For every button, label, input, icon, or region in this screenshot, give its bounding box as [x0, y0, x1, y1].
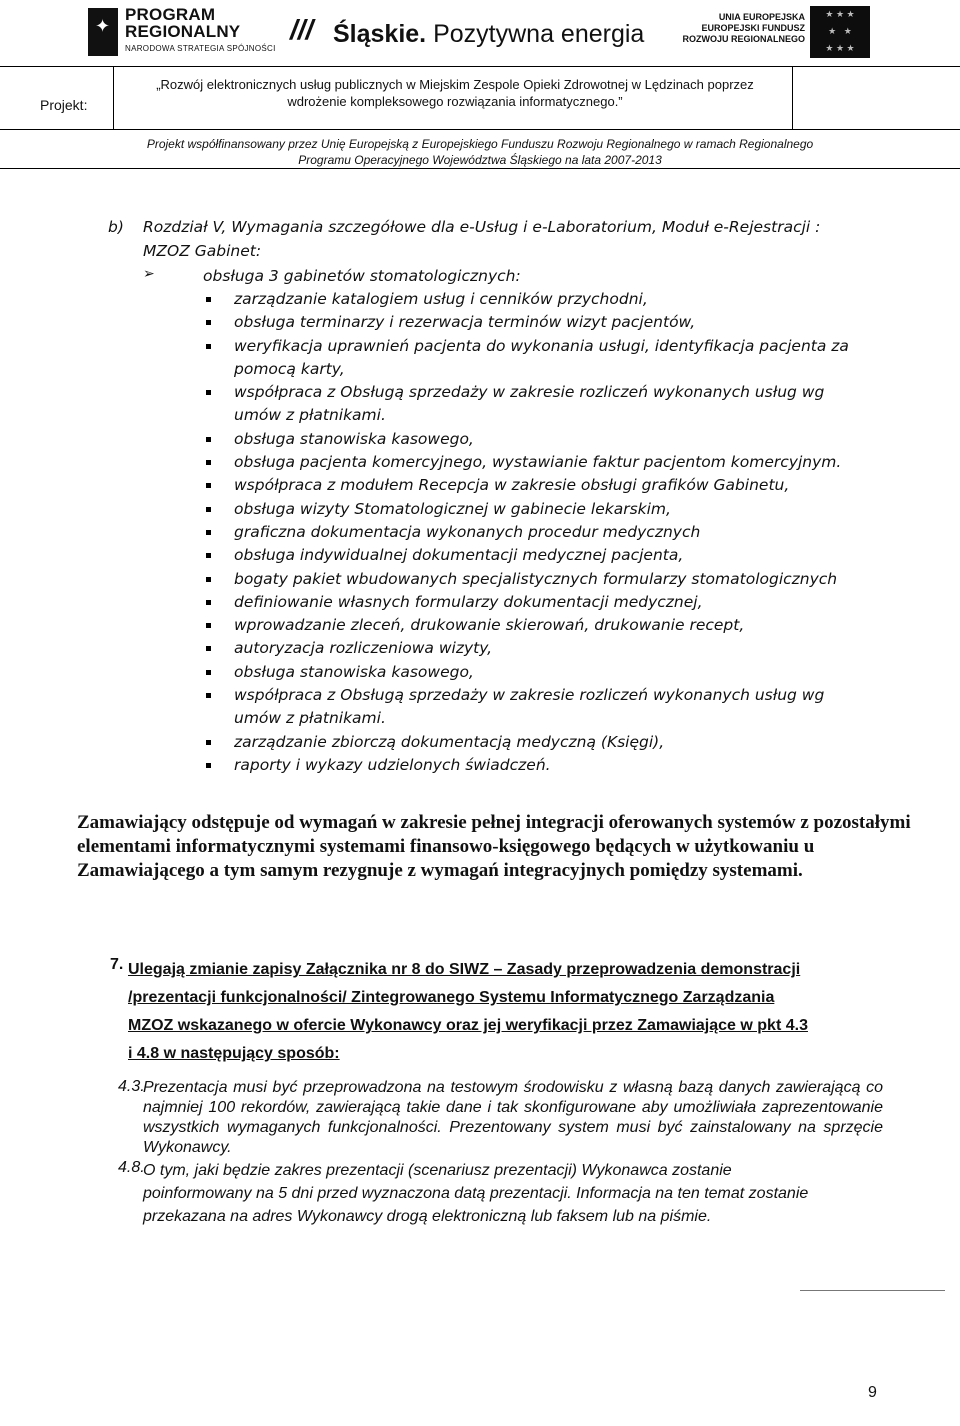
section-7-number: 7. — [110, 956, 124, 973]
list-item — [204, 544, 904, 567]
list-item — [204, 428, 904, 451]
section-7-heading — [128, 956, 888, 1068]
list-item — [204, 661, 904, 684]
bullet-square-icon — [206, 460, 211, 465]
list-item-text: autoryzacja rozliczeniowa wizyty, — [234, 639, 493, 658]
list-item-text: raporty i wykazy udzielonych świadczeń. — [234, 755, 551, 774]
list-item — [204, 498, 904, 521]
arrow-bullet-icon: ➢ — [143, 265, 155, 281]
list-item-text: obsługa pacjenta komercyjnego, wystawianie faktur pacjentom komercyjnym. — [234, 453, 842, 472]
eu-fund-label — [640, 12, 805, 45]
list-item-text: obsługa wizyty Stomatologicznej w gabinecie lekarskim, — [234, 499, 671, 518]
list-item-text: zarządzanie katalogiem usług i cenników przychodni, — [234, 290, 648, 308]
list-item-text: obsługa stanowiska kasowego, — [234, 429, 474, 448]
list-item-text: obsługa terminarzy i rezerwacja terminów wizyt pacjentów, — [234, 313, 696, 332]
list-item — [204, 684, 904, 707]
slaskie-rest: Pozytywna energia — [433, 20, 645, 48]
list-item — [204, 731, 904, 754]
ue-line2: EUROPEJSKI FUNDUSZ — [701, 23, 805, 33]
bullet-square-icon — [206, 530, 211, 535]
point-43-number: 4.3. — [118, 1078, 145, 1095]
list-item-text: graficzna dokumentacja wykonanych procedur medycznych — [234, 522, 701, 541]
footer-rule — [800, 1290, 945, 1291]
list-item-text: definiowanie własnych formularzy dokumentacji medycznej, — [234, 592, 703, 611]
ue-line3: ROZWOJU REGIONALNEGO — [682, 34, 805, 44]
bullet-square-icon — [206, 297, 211, 302]
program-title — [125, 6, 240, 40]
list-item — [204, 451, 904, 474]
bullet-square-icon — [206, 507, 211, 512]
list-item — [204, 404, 904, 427]
header-rule — [0, 168, 960, 169]
star-icon: ✦ — [95, 16, 111, 36]
bullet-square-icon — [206, 437, 211, 442]
slaskie-bold: Śląskie. — [333, 20, 427, 48]
section-7-line2: /prezentacji funkcjonalności/ Zintegrowanego Systemu Informatycznego Zarządzania — [128, 989, 775, 1006]
bullet-square-icon — [206, 670, 211, 675]
list-item — [204, 381, 904, 404]
list-item-text: współpraca z modułem Recepcja w zakresie obsługi grafików Gabinetu, — [234, 476, 790, 495]
slaskie-slogan — [333, 20, 644, 49]
list-item-text: weryfikacja uprawnień pacjenta do wykonania usługi, identyfikacja pacjenta za — [234, 336, 849, 355]
cofinancing-note: Projekt współfinansowany przez Unię Europejską z Europejskiego Funduszu Rozwoju Regionalnego w ramach Regionalnego Programu Operacyjnego Województwa Śląskiego na lata 2007-2013 — [146, 137, 814, 167]
list-item — [204, 707, 904, 730]
list-item — [204, 311, 904, 334]
list-item — [204, 521, 904, 544]
point-48-number: 4.8. — [118, 1159, 145, 1176]
section-7-line4: i 4.8 w następujący sposób: — [128, 1045, 340, 1062]
section-b-subheading: obsługa 3 gabinetów stomatologicznych: — [203, 267, 521, 285]
list-item — [204, 358, 904, 381]
list-item-text: bogaty pakiet wbudowanych specjalistycznych formularzy stomatologicznych — [234, 569, 838, 588]
bullet-square-icon — [206, 623, 211, 628]
project-title: „Rozwój elektronicznych usług publicznych w Miejskim Zespole Opieki Zdrowotnej w Lędzinach poprzez wdrożenie kompleksowego rozwiązania informatycznego.” — [156, 77, 754, 109]
integration-paragraph: Zamawiający odstępuje od wymagań w zakresie pełnej integracji oferowanych systemów z pozostałymi elementami informatycznymi systemami finansowo-księgowego będących w użytkowaniu u Zamawiającego a tym samym rezygnuje z wymagań integracyjnych pomiędzy systemami. — [77, 812, 911, 881]
list-item-text: umów z płatnikami. — [234, 709, 386, 728]
point-43-text: Prezentacja musi być przeprowadzona na testowym środowisku z własną bazą danych zawierającą co najmniej 100 rekordów, zawierającą takie dane i tak skonfigurowane aby umożliwiała zaprezentowanie wszystkich wymaganych funkcjonalności. Prezentowany system musi być zainstalowany na sprzęcie Wykonawcy. — [143, 1079, 883, 1156]
project-label: Projekt: — [40, 97, 88, 113]
section-b-heading-2: MZOZ Gabinet: — [143, 242, 262, 260]
project-divider-right — [792, 67, 793, 129]
bullet-square-icon — [206, 483, 211, 488]
list-item — [204, 335, 904, 358]
bullet-square-icon — [206, 693, 211, 698]
list-item-text: zarządzanie zbiorczą dokumentacją medyczną (Księgi), — [234, 732, 665, 751]
bullet-square-icon — [206, 740, 211, 745]
bullet-square-icon — [206, 390, 211, 395]
bullet-square-icon — [206, 553, 211, 558]
program-subtitle: NARODOWA STRATEGIA SPÓJNOŚCI — [125, 44, 276, 53]
list-item-text: obsługa stanowiska kasowego, — [234, 662, 474, 681]
list-item — [204, 637, 904, 660]
list-item-text: obsługa indywidualnej dokumentacji medycznej pacjenta, — [234, 546, 684, 565]
ue-line1: UNIA EUROPEJSKA — [718, 12, 805, 22]
section-7-line1: Ulegają zmianie zapisy Załącznika nr 8 do SIWZ – Zasady przeprowadzenia demonstracji — [128, 961, 801, 978]
project-divider — [113, 67, 114, 129]
eu-stars-icon: ★ ★ ★ ★ ★ ★ ★ ★ — [825, 9, 855, 53]
slaskie-logo-icon: /// — [290, 14, 314, 45]
section-b-label: b) — [108, 218, 124, 236]
bullet-square-icon — [206, 344, 211, 349]
program-line2: REGIONALNY — [125, 22, 241, 41]
feature-list — [204, 288, 904, 777]
list-item-text: pomocą karty, — [234, 359, 345, 378]
list-item-text: umów z płatnikami. — [234, 406, 386, 425]
bullet-square-icon — [206, 763, 211, 768]
bullet-square-icon — [206, 600, 211, 605]
page-number: 9 — [868, 1384, 877, 1401]
program-line1: PROGRAM — [125, 5, 216, 24]
point-48-text: O tym, jaki będzie zakres prezentacji (scenariusz prezentacji) Wykonawca zostanie poinformowany na 5 dni przed wyznaczona datą prezentacji. Informacja na ten temat zostanie przekazana na adres Wykonawcy drogą elektroniczną lub faksem lub na piśmie. — [143, 1162, 809, 1225]
list-item — [204, 614, 904, 637]
list-item — [204, 288, 904, 311]
list-item — [204, 474, 904, 497]
section-7-line3: MZOZ wskazanego w ofercie Wykonawcy oraz jej weryfikacji przez Zamawiające w pkt 4.3 — [128, 1017, 808, 1034]
list-item — [204, 754, 904, 777]
bullet-square-icon — [206, 646, 211, 651]
list-item-text: wprowadzanie zleceń, drukowanie skierowań, drukowanie recept, — [234, 616, 745, 635]
bullet-square-icon — [206, 577, 211, 582]
list-item — [204, 568, 904, 591]
list-item-text: współpraca z Obsługą sprzedaży w zakresie rozliczeń wykonanych usług wg — [234, 383, 825, 402]
list-item — [204, 591, 904, 614]
section-b-heading: Rozdział V, Wymagania szczegółowe dla e-Usług i e-Laboratorium, Moduł e-Rejestracji : — [143, 218, 821, 236]
bullet-square-icon — [206, 320, 211, 325]
list-item-text: współpraca z Obsługą sprzedaży w zakresie rozliczeń wykonanych usług wg — [234, 686, 825, 705]
